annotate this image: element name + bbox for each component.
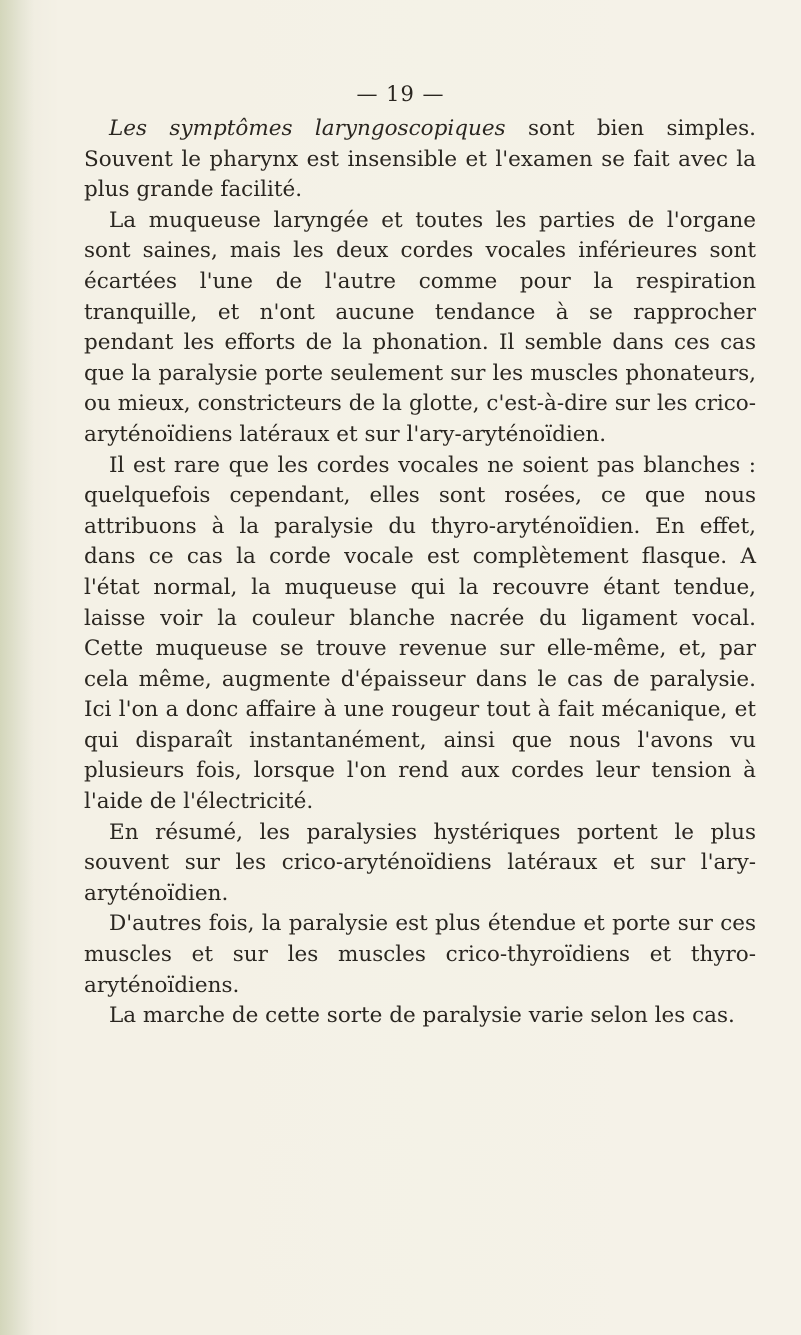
page-gutter-shadow [0, 0, 34, 1335]
paragraph: Il est rare que les cordes vocales ne soient pas blanches : quelquefois cependant, elles sont rosées, ce que nous attribuons à la paralysie du thyro-aryténoïdien. En effet, dans ce cas la corde vocale est complètement flasque. A l'état normal, la muqueuse qui la recouvre étant tendue, laisse voir la couleur blanche nacrée du ligament vocal. Cette muqueuse se trouve revenue sur elle-même, et, par cela même, augmente d'épaisseur dans le cas de paralysie. Ici l'on a donc affaire à une rougeur tout à fait mécanique, et qui disparaît instantanément, ainsi que nous l'avons vu plusieurs fois, lorsque l'on rend aux cordes leur tension à l'aide de l'électricité. [84, 452, 756, 815]
paragraph: En résumé, les paralysies hystériques portent le plus souvent sur les crico-aryténoïdiens latéraux et sur l'ary-aryténoïdien. [84, 819, 756, 906]
paragraph: La marche de cette sorte de paralysie varie selon les cas. [109, 1003, 735, 1029]
paragraph: D'autres fois, la paralysie est plus étendue et porte sur ces muscles et sur les muscles crico-thyroïdiens et thyro-aryténoïdiens. [84, 911, 756, 998]
paragraph [84, 114, 756, 206]
italic-lead: Les symptômes laryngoscopiques [109, 116, 506, 141]
paragraph-text: sont bien simples. Souvent le pharynx est insensible et l'examen se fait avec la plus grande facilité. [84, 116, 756, 203]
paragraph: La muqueuse laryngée et toutes les parties de l'organe sont saines, mais les deux cordes vocales inférieures sont écartées l'une de l'autre comme pour la respiration tranquille, et n'ont aucune tendance à se rapprocher pendant les efforts de la phonation. Il semble dans ces cas que la paralysie porte seulement sur les muscles phonateurs, ou mieux, constricteurs de la glotte, c'est-à-dire sur les crico-aryténoïdiens latéraux et sur l'ary-aryténoïdien. [84, 207, 756, 447]
page-number: — 19 — [356, 82, 445, 106]
body-text [84, 114, 756, 1032]
